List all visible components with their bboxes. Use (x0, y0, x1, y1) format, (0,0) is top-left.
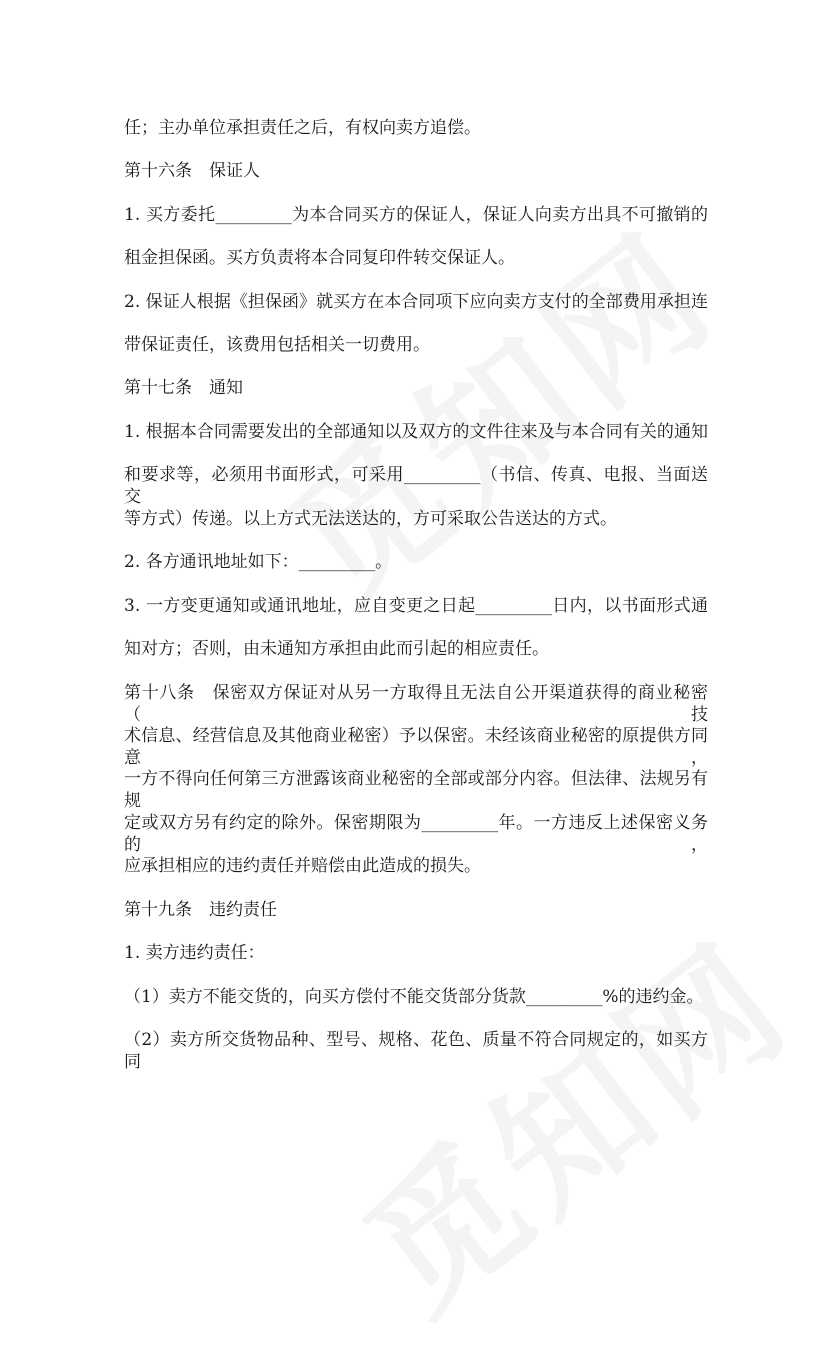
text-line: 1. 买方委托_________为本合同买方的保证人，保证人向卖方出具不可撤销的 (124, 205, 708, 225)
text-line: 2. 各方通讯地址如下：_________。 (124, 552, 393, 572)
text-line: 带保证责任，该费用包括相关一切费用。 (124, 335, 430, 355)
text-line: 定或双方另有约定的除外。保密期限为_________年。一方违反上述保密义务的， (124, 813, 708, 855)
text-line: 术信息、经营信息及其他商业秘密）予以保密。未经该商业秘密的原提供方同意， (124, 726, 708, 768)
section-heading: 第十七条 通知 (124, 378, 243, 398)
text-line: 知对方；否则，由未通知方承担由此而引起的相应责任。 (124, 639, 549, 659)
watermark (314, 885, 825, 1351)
text-line: 1. 卖方违约责任： (124, 943, 265, 963)
text-line: 3. 一方变更通知或通讯地址，应自变更之日起_________日内，以书面形式通 (124, 596, 708, 616)
section-heading: 第十八条 保密双方保证对从另一方取得且无法自公开渠道获得的商业秘密（技 (124, 683, 708, 725)
section-heading: 第十九条 违约责任 (124, 900, 277, 920)
text-line: 2. 保证人根据《担保函》就买方在本合同项下应向卖方支付的全部费用承担连 (124, 292, 708, 312)
text-line: 租金担保函。买方负责将本合同复印件转交保证人。 (124, 248, 515, 268)
text-line: 等方式）传递。以上方式无法送达的，方可采取公告送达的方式。 (124, 509, 617, 529)
text-line: 和要求等，必须用书面形式，可采用_________（书信、传真、电报、当面送交 (124, 465, 708, 507)
text-line: 任；主办单位承担责任之后，有权向卖方追偿。 (124, 118, 481, 138)
text-line: 应承担相应的违约责任并赔偿由此造成的损失。 (124, 856, 481, 876)
text-line: （2）卖方所交货物品种、型号、规格、花色、质量不符合同规定的，如买方同 (124, 1030, 708, 1072)
text-line: （1）卖方不能交货的，向买方偿付不能交货部分货款_________%的违约金。 (124, 987, 704, 1007)
section-heading: 第十六条 保证人 (124, 161, 260, 181)
text-line: 1. 根据本合同需要发出的全部通知以及双方的文件往来及与本合同有关的通知 (124, 422, 708, 442)
text-line: 一方不得向任何第三方泄露该商业秘密的全部或部分内容。但法律、法规另有规 (124, 769, 708, 811)
